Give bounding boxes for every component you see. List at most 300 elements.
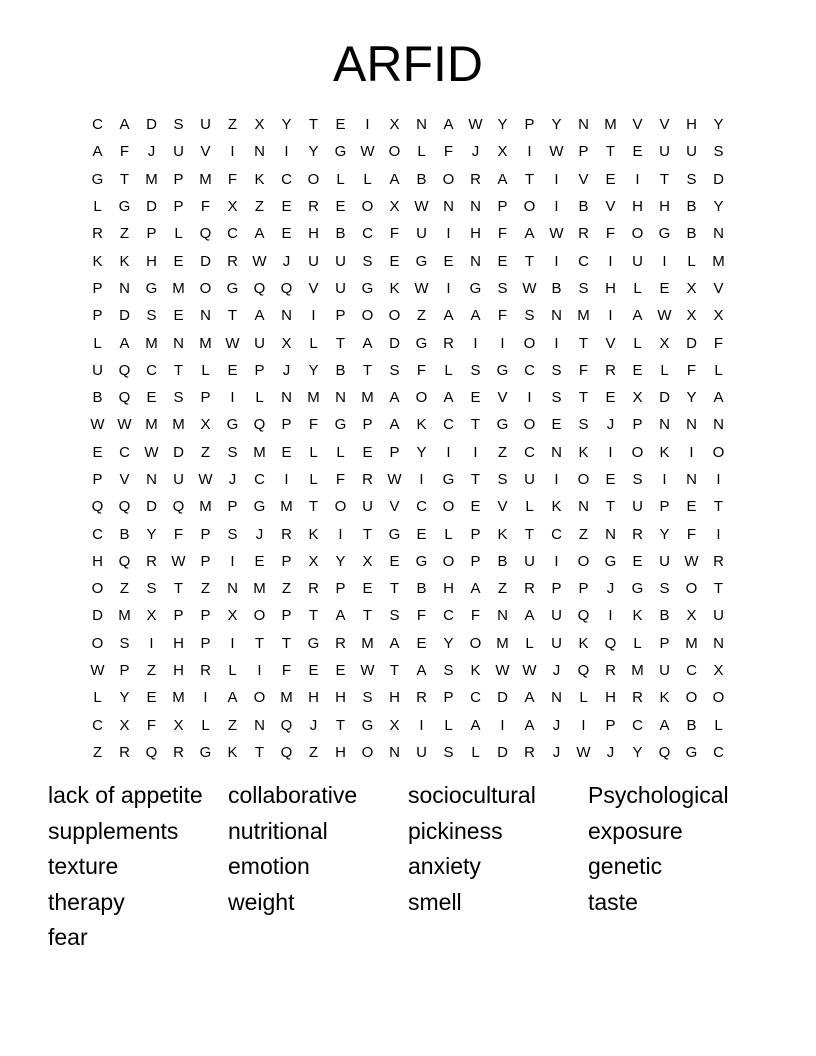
grid-letter: K	[497, 525, 508, 543]
grid-letter: E	[146, 389, 157, 407]
grid-letter: F	[227, 170, 238, 188]
grid-letter: P	[524, 116, 535, 134]
grid-letter: N	[713, 225, 724, 243]
grid-letter: F	[200, 198, 211, 216]
grid-letter: X	[632, 389, 643, 407]
grid-letter: J	[552, 716, 561, 734]
grid-letter: Y	[308, 143, 319, 161]
grid-letter: S	[470, 361, 481, 379]
grid-letter: T	[308, 498, 319, 516]
grid-letter: G	[496, 361, 509, 379]
grid-letter: D	[389, 334, 400, 352]
grid-letter: Z	[119, 580, 130, 598]
grid-letter: Y	[497, 116, 508, 134]
grid-letter: Q	[253, 279, 266, 297]
grid-letter: N	[443, 198, 454, 216]
grid-letter: H	[659, 198, 670, 216]
grid-letter: E	[470, 389, 481, 407]
grid-letter: W	[414, 198, 429, 216]
grid-letter: I	[554, 198, 559, 216]
grid-letter: E	[227, 361, 238, 379]
grid-letter: J	[471, 143, 480, 161]
grid-letter: C	[470, 689, 481, 707]
grid-letter: X	[308, 552, 319, 570]
word-search-grid	[84, 111, 732, 766]
grid-letter: B	[335, 225, 346, 243]
grid-letter: C	[254, 471, 265, 488]
grid-letter: Y	[416, 443, 427, 461]
grid-letter: B	[578, 198, 589, 216]
grid-letter: F	[497, 225, 508, 243]
grid-letter: P	[92, 279, 103, 297]
grid-letter: U	[551, 607, 562, 625]
grid-letter: O	[388, 143, 401, 161]
grid-letter: O	[469, 634, 482, 652]
grid-letter: D	[146, 498, 157, 516]
grid-letter: G	[145, 279, 158, 297]
grid-letter: N	[119, 279, 130, 297]
grid-letter: W	[522, 662, 537, 680]
grid-letter: T	[389, 662, 400, 680]
grid-row	[84, 275, 732, 302]
grid-letter: C	[146, 361, 157, 379]
grid-row	[84, 493, 732, 520]
grid-letter: N	[578, 498, 589, 516]
grid-letter: T	[119, 170, 130, 188]
grid-row	[84, 357, 732, 384]
grid-letter: D	[146, 198, 157, 216]
grid-letter: C	[92, 116, 103, 134]
grid-letter: A	[227, 689, 238, 707]
grid-letter: O	[415, 389, 428, 407]
grid-letter: Q	[199, 225, 212, 243]
grid-letter: J	[606, 743, 615, 761]
grid-letter: I	[473, 443, 478, 461]
grid-letter: R	[200, 662, 211, 680]
grid-letter: X	[686, 607, 697, 625]
grid-letter: A	[443, 116, 454, 134]
grid-letter: N	[713, 634, 724, 652]
grid-letter: E	[335, 116, 346, 134]
grid-letter: R	[605, 361, 616, 379]
grid-letter: I	[581, 716, 586, 734]
grid-letter: O	[577, 552, 590, 570]
grid-letter: O	[199, 279, 212, 297]
grid-letter: A	[524, 689, 535, 707]
grid-letter: J	[255, 525, 264, 543]
grid-letter: K	[308, 525, 319, 543]
grid-letter: T	[227, 307, 238, 325]
grid-letter: O	[307, 170, 320, 188]
grid-letter: W	[684, 552, 699, 570]
grid-letter: W	[468, 116, 483, 134]
grid-letter: K	[632, 607, 643, 625]
grid-letter: L	[174, 225, 183, 243]
word-list-item: lack of appetite	[48, 782, 203, 808]
grid-letter: Y	[335, 552, 346, 570]
grid-letter: C	[551, 525, 562, 543]
grid-letter: S	[578, 416, 589, 434]
grid-letter: M	[172, 689, 185, 707]
grid-letter: P	[92, 307, 103, 325]
grid-letter: G	[415, 334, 428, 352]
grid-letter: X	[389, 198, 400, 216]
grid-letter: I	[365, 116, 370, 134]
grid-letter: H	[632, 198, 643, 216]
grid-letter: O	[442, 498, 455, 516]
grid-letter: I	[662, 252, 667, 270]
page-title: ARFID	[333, 36, 483, 92]
grid-row	[84, 220, 732, 247]
grid-letter: G	[658, 225, 671, 243]
grid-letter: X	[227, 198, 238, 216]
grid-letter: C	[92, 716, 103, 734]
grid-letter: X	[200, 416, 211, 434]
grid-letter: S	[443, 743, 454, 761]
grid-row	[84, 384, 732, 411]
grid-letter: D	[713, 170, 724, 188]
grid-letter: T	[308, 116, 319, 134]
grid-letter: I	[338, 525, 343, 543]
grid-letter: A	[389, 170, 400, 188]
grid-letter: O	[712, 443, 725, 461]
grid-letter: P	[632, 416, 643, 434]
grid-letter: P	[92, 471, 103, 488]
grid-letter: Y	[686, 389, 697, 407]
grid-letter: I	[419, 471, 424, 488]
grid-letter: N	[173, 334, 184, 352]
grid-letter: Z	[200, 580, 211, 598]
grid-letter: R	[470, 170, 481, 188]
grid-letter: G	[334, 416, 347, 434]
grid-letter: T	[605, 498, 616, 516]
grid-letter: D	[173, 443, 184, 461]
grid-letter: P	[470, 552, 481, 570]
grid-letter: S	[227, 443, 238, 461]
grid-letter: I	[554, 170, 559, 188]
grid-letter: V	[659, 116, 670, 134]
grid-letter: P	[389, 443, 400, 461]
grid-letter: N	[686, 471, 697, 488]
grid-letter: K	[227, 743, 238, 761]
grid-letter: R	[443, 334, 454, 352]
grid-letter: S	[551, 361, 562, 379]
grid-letter: G	[199, 743, 212, 761]
grid-letter: O	[253, 689, 266, 707]
grid-letter: G	[604, 552, 617, 570]
grid-letter: T	[281, 634, 292, 652]
grid-letter: T	[524, 525, 535, 543]
grid-letter: M	[145, 170, 158, 188]
grid-letter: T	[578, 389, 589, 407]
grid-letter: V	[605, 334, 616, 352]
grid-letter: F	[416, 607, 427, 625]
grid-letter: P	[200, 552, 211, 570]
grid-letter: M	[145, 334, 158, 352]
grid-letter: L	[417, 143, 426, 161]
grid-letter: E	[416, 634, 427, 652]
word-list-item: anxiety	[408, 853, 481, 880]
grid-letter: E	[605, 170, 616, 188]
grid-letter: I	[500, 716, 505, 734]
word-list-item: collaborative	[228, 782, 358, 808]
grid-letter: A	[470, 307, 481, 325]
grid-letter: N	[389, 743, 400, 761]
grid-letter: R	[281, 525, 292, 543]
grid-letter: K	[578, 443, 589, 461]
grid-letter: J	[228, 471, 237, 488]
grid-letter: V	[632, 116, 643, 134]
grid-letter: G	[469, 279, 482, 297]
grid-letter: T	[713, 580, 724, 598]
grid-letter: P	[443, 689, 454, 707]
grid-letter: I	[473, 334, 478, 352]
grid-letter: W	[144, 443, 159, 461]
grid-letter: U	[92, 361, 103, 379]
grid-letter: I	[554, 334, 559, 352]
grid-letter: N	[470, 198, 481, 216]
grid-row	[84, 466, 732, 493]
grid-letter: N	[335, 389, 346, 407]
word-list-item: texture	[48, 853, 119, 880]
grid-letter: M	[253, 580, 266, 598]
grid-letter: Z	[308, 743, 319, 761]
grid-letter: I	[257, 662, 262, 680]
grid-letter: A	[497, 170, 508, 188]
grid-letter: C	[578, 252, 589, 270]
grid-letter: U	[416, 743, 427, 761]
grid-letter: O	[523, 198, 536, 216]
grid-letter: N	[686, 416, 697, 434]
word-list-item: emotion	[228, 853, 310, 880]
grid-letter: A	[632, 307, 643, 325]
grid-letter: C	[443, 416, 454, 434]
grid-letter: L	[633, 279, 642, 297]
grid-row	[84, 302, 732, 329]
grid-letter: U	[659, 552, 670, 570]
grid-letter: H	[335, 689, 346, 707]
grid-letter: P	[173, 170, 184, 188]
grid-letter: P	[173, 198, 184, 216]
grid-letter: L	[363, 170, 372, 188]
grid-letter: O	[631, 443, 644, 461]
grid-letter: Y	[146, 525, 157, 543]
grid-letter: I	[554, 471, 559, 488]
grid-letter: J	[282, 252, 291, 270]
grid-row	[84, 548, 732, 575]
grid-letter: A	[119, 116, 130, 134]
grid-letter: O	[442, 170, 455, 188]
grid-letter: J	[309, 716, 318, 734]
grid-letter: M	[199, 170, 212, 188]
grid-letter: F	[146, 716, 157, 734]
grid-letter: V	[200, 143, 211, 161]
grid-row	[84, 193, 732, 220]
grid-letter: F	[308, 416, 319, 434]
grid-letter: S	[497, 279, 508, 297]
grid-letter: L	[309, 443, 318, 461]
grid-letter: R	[713, 552, 724, 570]
grid-letter: I	[230, 389, 235, 407]
grid-letter: P	[119, 662, 130, 680]
grid-letter: P	[578, 580, 589, 598]
grid-letter: R	[416, 689, 427, 707]
word-list-item: therapy	[48, 888, 125, 915]
grid-row	[84, 138, 732, 165]
grid-letter: S	[551, 389, 562, 407]
grid-letter: S	[659, 580, 670, 598]
grid-letter: S	[119, 634, 130, 652]
grid-letter: Z	[146, 662, 157, 680]
grid-letter: C	[713, 743, 724, 761]
grid-letter: E	[254, 552, 265, 570]
grid-letter: Q	[658, 743, 671, 761]
grid-letter: D	[686, 334, 697, 352]
grid-letter: B	[335, 361, 346, 379]
grid-letter: Z	[281, 580, 292, 598]
grid-letter: N	[227, 580, 238, 598]
grid-letter: Q	[604, 634, 617, 652]
grid-letter: O	[361, 307, 374, 325]
grid-letter: A	[389, 389, 400, 407]
grid-letter: I	[608, 307, 613, 325]
grid-letter: S	[443, 662, 454, 680]
grid-letter: O	[334, 498, 347, 516]
grid-letter: G	[496, 416, 509, 434]
grid-row	[84, 575, 732, 602]
grid-letter: G	[226, 416, 239, 434]
grid-letter: P	[470, 525, 481, 543]
grid-letter: E	[632, 552, 643, 570]
grid-letter: X	[497, 143, 508, 161]
grid-letter: W	[657, 307, 672, 325]
grid-letter: O	[388, 307, 401, 325]
grid-letter: T	[308, 607, 319, 625]
grid-letter: F	[686, 525, 697, 543]
grid-letter: H	[686, 116, 697, 134]
grid-letter: I	[230, 143, 235, 161]
grid-letter: E	[281, 443, 292, 461]
grid-letter: E	[173, 252, 184, 270]
word-list-item: sociocultural	[408, 782, 536, 808]
grid-letter: X	[713, 662, 724, 680]
grid-letter: Q	[280, 279, 293, 297]
grid-letter: O	[685, 580, 698, 598]
grid-letter: T	[362, 525, 373, 543]
grid-letter: S	[686, 170, 697, 188]
grid-letter: P	[146, 225, 157, 243]
grid-letter: Y	[308, 361, 319, 379]
grid-letter: P	[659, 498, 670, 516]
grid-letter: F	[578, 361, 589, 379]
grid-letter: W	[171, 552, 186, 570]
grid-letter: B	[416, 170, 427, 188]
grid-letter: O	[631, 225, 644, 243]
grid-letter: U	[632, 252, 643, 270]
grid-letter: U	[173, 471, 184, 488]
grid-letter: I	[716, 471, 721, 488]
grid-letter: N	[254, 716, 265, 734]
word-list-item: taste	[588, 888, 638, 915]
grid-letter: O	[442, 552, 455, 570]
grid-letter: R	[227, 252, 238, 270]
grid-letter: Q	[118, 361, 131, 379]
grid-letter: F	[470, 607, 481, 625]
grid-letter: W	[360, 143, 375, 161]
grid-letter: R	[173, 743, 184, 761]
grid-letter: Y	[119, 689, 130, 707]
grid-letter: P	[551, 580, 562, 598]
grid-letter: P	[254, 361, 265, 379]
grid-letter: I	[203, 689, 208, 707]
grid-letter: M	[685, 634, 698, 652]
grid-letter: I	[527, 389, 532, 407]
grid-letter: X	[227, 607, 238, 625]
grid-letter: E	[605, 389, 616, 407]
grid-letter: Y	[551, 116, 562, 134]
grid-letter: D	[200, 252, 211, 270]
grid-letter: G	[415, 252, 428, 270]
grid-letter: C	[686, 662, 697, 680]
grid-letter: R	[524, 743, 535, 761]
grid-letter: P	[200, 525, 211, 543]
grid-row	[84, 111, 732, 138]
grid-letter: P	[497, 198, 508, 216]
grid-letter: I	[500, 334, 505, 352]
grid-letter: U	[173, 143, 184, 161]
grid-letter: Y	[713, 198, 724, 216]
grid-letter: H	[308, 225, 319, 243]
grid-letter: L	[336, 170, 345, 188]
grid-letter: S	[173, 389, 184, 407]
grid-letter: B	[497, 552, 508, 570]
grid-letter: E	[497, 252, 508, 270]
grid-letter: W	[387, 471, 402, 488]
grid-letter: R	[524, 580, 535, 598]
grid-letter: E	[605, 471, 616, 488]
grid-letter: X	[713, 307, 724, 325]
grid-letter: A	[470, 580, 481, 598]
grid-letter: U	[713, 607, 724, 625]
grid-letter: R	[632, 525, 643, 543]
grid-letter: E	[389, 552, 400, 570]
grid-letter: I	[608, 252, 613, 270]
grid-letter: M	[496, 634, 509, 652]
grid-letter: S	[389, 607, 400, 625]
grid-letter: Q	[172, 498, 185, 516]
grid-letter: C	[362, 225, 373, 243]
grid-letter: H	[308, 689, 319, 707]
grid-letter: W	[360, 662, 375, 680]
grid-letter: K	[551, 498, 562, 516]
grid-letter: X	[659, 334, 670, 352]
grid-letter: A	[119, 334, 130, 352]
word-list-item: genetic	[588, 853, 663, 880]
grid-letter: H	[335, 743, 346, 761]
word-list-item: exposure	[588, 817, 683, 844]
grid-letter: B	[416, 580, 427, 598]
grid-letter: I	[635, 170, 640, 188]
grid-letter: J	[282, 361, 291, 379]
grid-letter: N	[254, 143, 265, 161]
grid-letter: L	[633, 334, 642, 352]
grid-letter: K	[659, 689, 670, 707]
grid-letter: N	[578, 116, 589, 134]
grid-letter: H	[92, 552, 103, 570]
grid-letter: G	[415, 552, 428, 570]
grid-letter: T	[470, 416, 481, 434]
grid-letter: H	[443, 580, 454, 598]
